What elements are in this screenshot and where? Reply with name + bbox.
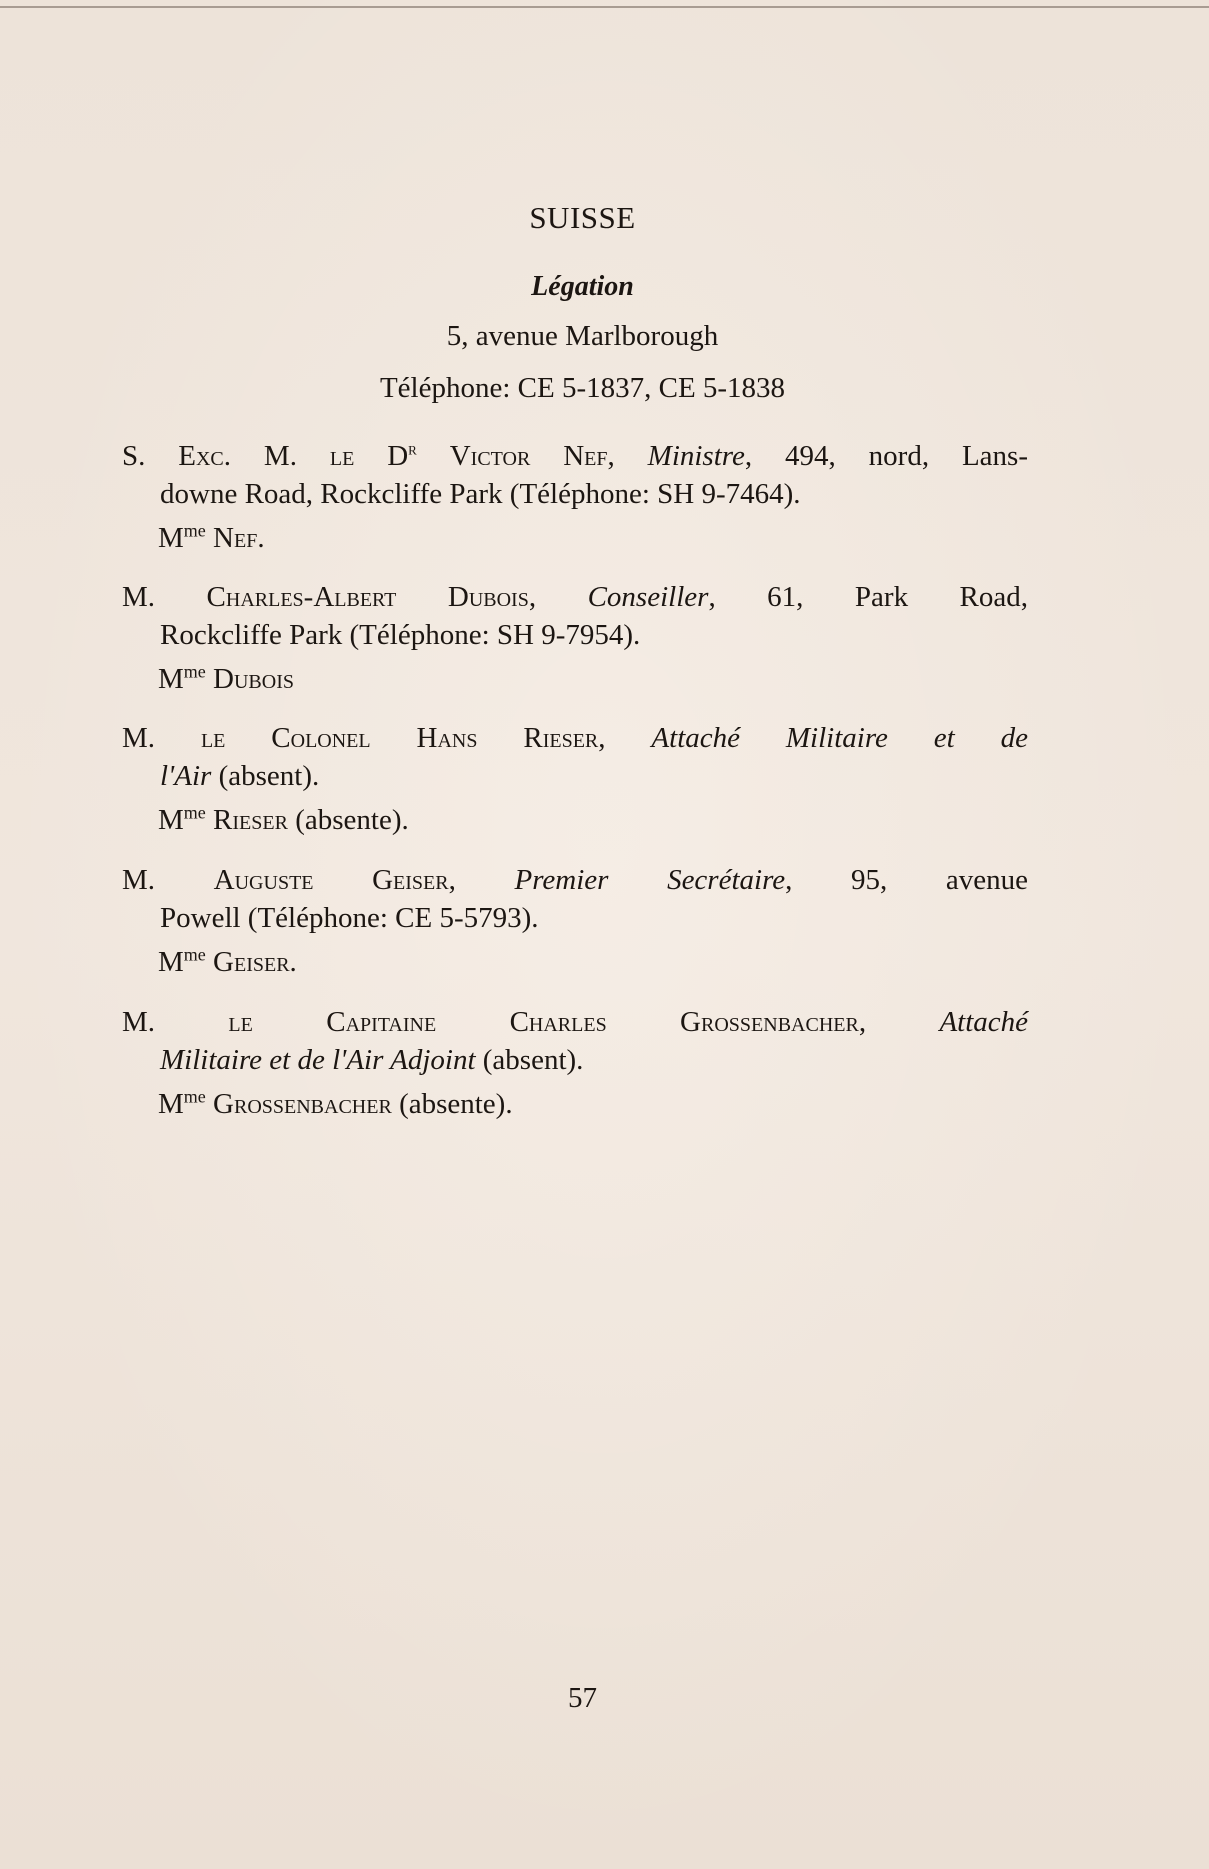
staff-entry-2 <box>122 578 1028 698</box>
entry-line-1: M. le Capitaine Charles Grossenbacher, Attaché <box>122 1006 1029 1038</box>
staff-entry-3 <box>122 719 1028 839</box>
spouse-line: $M^{me}$ Nef. <box>158 520 265 554</box>
entry-line1-rest: , 494, nord, Lans- <box>744 440 1028 472</box>
entry-title: le Colonel <box>200 722 371 754</box>
staff-entry-1 <box>122 437 1028 557</box>
entry-line-2: downe Road, Rockcliffe Park (Téléphone: SH 9-7464). <box>160 478 801 510</box>
staff-entry-5 <box>122 1003 1028 1123</box>
entry-line-2: l'Air (absent). <box>160 760 320 792</box>
entry-line-2: Rockcliffe Park (Téléphone: SH 9-7954). <box>160 619 641 651</box>
entry-role: Ministre <box>647 440 745 472</box>
entry-name: Victor Nef <box>449 440 608 472</box>
entry-name: Charles Grossenbacher <box>509 1006 859 1038</box>
spouse-line: $M^{me}$ Geiser. <box>158 944 297 978</box>
entry-prefix: S. Exc. M. <box>122 440 297 472</box>
spouse-line: $M^{me}$ Rieser (absente). <box>158 802 409 836</box>
entry-line-1: M. Charles-Albert Dubois, Conseiller, 61, Park Road, <box>122 581 1029 613</box>
entry-line-1: S. Exc. M. le $D^r$ Victor Nef, Ministre, 494, nord, Lans- <box>122 438 1028 472</box>
entry-title: le $D^r$ <box>329 438 417 472</box>
page-number: 57 <box>568 1682 597 1714</box>
entry-title: le Capitaine <box>228 1006 437 1038</box>
spouse-line: $M^{me}$ Grossenbacher (absente). <box>158 1086 513 1120</box>
entry-line1-rest: , 95, avenue <box>785 864 1029 896</box>
entry-line-2: Powell (Téléphone: CE 5-5793). <box>160 902 539 934</box>
entry-line-2: Militaire et de l'Air Adjoint (absent). <box>160 1044 584 1076</box>
entry-prefix: M. <box>122 1006 156 1038</box>
entry-name: Charles-Albert Dubois <box>206 581 529 613</box>
entry-name: Auguste Geiser <box>213 864 449 896</box>
entry-prefix: M. <box>122 722 156 754</box>
entry-role: Premier Secrétaire <box>514 864 786 896</box>
country-heading: SUISSE <box>529 200 636 235</box>
spouse-line: $M^{me}$ Dubois <box>158 661 294 695</box>
entry-line-1: M. le Colonel Hans Rieser, Attaché Militaire et de <box>122 722 1029 754</box>
entry-role: Attaché Militaire et de <box>651 722 1029 754</box>
entry-line1-rest: , 61, Park Road, <box>708 581 1029 613</box>
entry-role: Attaché <box>939 1006 1029 1038</box>
staff-entry-4 <box>122 861 1028 981</box>
entry-prefix: M. <box>122 581 156 613</box>
entry-prefix: M. <box>122 864 156 896</box>
entry-name: Hans Rieser <box>416 722 599 754</box>
mission-address: 5, avenue Marlborough <box>446 320 719 352</box>
entry-role: Conseiller <box>587 581 709 613</box>
mission-type-heading: Légation <box>531 271 634 302</box>
page-top-edge <box>0 6 1209 8</box>
entry-line-1: M. Auguste Geiser, Premier Secrétaire, 95, avenue <box>122 864 1029 896</box>
mission-telephone: Téléphone: CE 5-1837, CE 5-1838 <box>379 372 786 404</box>
